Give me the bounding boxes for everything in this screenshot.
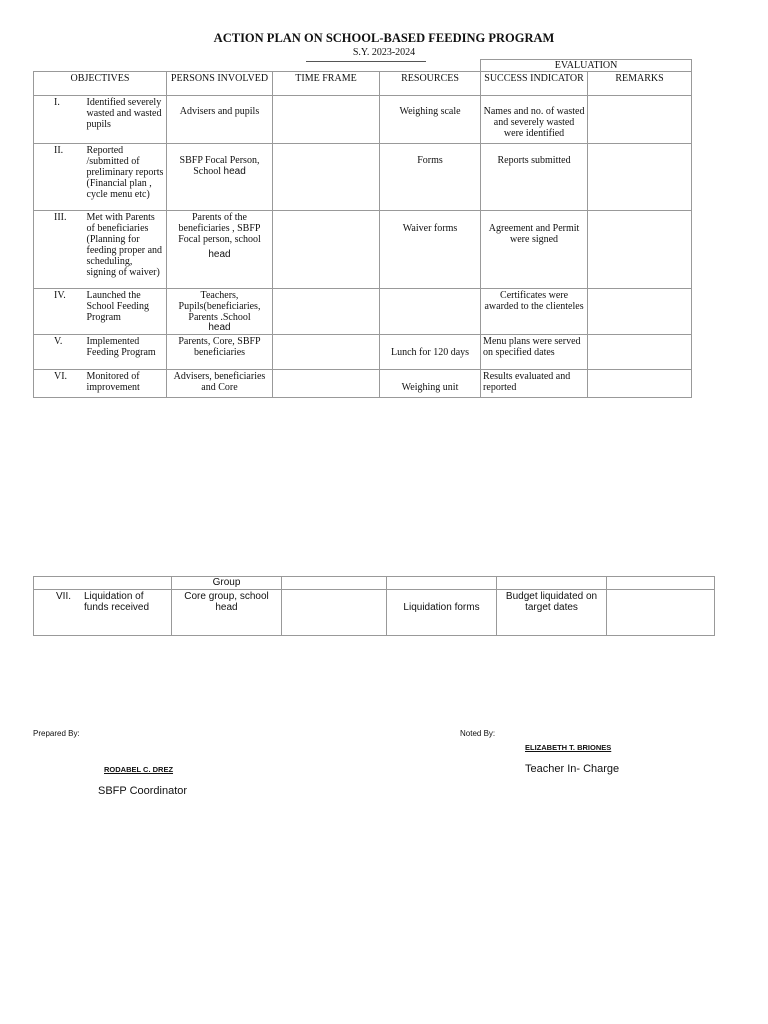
table-row — [34, 211, 692, 289]
action-plan-table — [33, 59, 692, 398]
row-resources: Waiver forms — [380, 211, 481, 289]
row-persons: Core group, school head — [172, 590, 282, 636]
row-time-frame — [273, 289, 380, 335]
row-success: Names and no. of wasted and severely wasted were identified — [481, 96, 588, 144]
table-row — [34, 335, 692, 370]
row-persons: Advisers and pupils — [167, 96, 273, 144]
row-resources — [380, 289, 481, 335]
school-year-text: S.Y. 2023-2024 — [352, 47, 416, 58]
evaluation-header: EVALUATION — [481, 60, 692, 72]
row-resources: Forms — [380, 144, 481, 211]
noted-by-role: Teacher In- Charge — [525, 763, 620, 775]
row-remarks — [588, 211, 692, 289]
group-spacer-1 — [34, 577, 172, 590]
row-remarks — [607, 590, 715, 636]
row-resources: Lunch for 120 days — [380, 335, 481, 370]
header-remarks: REMARKS — [588, 72, 692, 96]
row-number: VI. — [34, 370, 83, 398]
row-persons: Advisers, beneficiaries and Core — [167, 370, 273, 398]
row-success: Menu plans were served on specified dates — [481, 335, 588, 370]
row-persons — [167, 211, 273, 289]
row-remarks — [588, 96, 692, 144]
table-row — [34, 289, 692, 335]
header-success-indicator: SUCCESS INDICATOR — [481, 72, 588, 96]
row-persons — [167, 144, 273, 211]
row-time-frame — [273, 370, 380, 398]
row-number: I. — [34, 96, 83, 144]
row-number: II. — [34, 144, 83, 211]
row-time-frame — [282, 590, 387, 636]
table-row — [34, 590, 715, 636]
row-persons-text: Teachers, Pupils(beneficiaries, Parents .School — [178, 290, 261, 323]
row-success: Budget liquidated on target dates — [497, 590, 607, 636]
row-objective: Monitored of improvement — [83, 370, 167, 398]
school-year — [0, 47, 768, 58]
liquidation-table — [33, 576, 715, 636]
row-number: VII. — [56, 591, 72, 602]
row-success: Results evaluated and reported — [481, 370, 588, 398]
row-remarks — [588, 370, 692, 398]
row-objective: Launched the School Feeding Program — [83, 289, 167, 335]
row-persons-text: Parents of the beneficiaries , SBFP Focal person, school — [178, 212, 261, 245]
group-spacer-2 — [282, 577, 387, 590]
group-spacer-4 — [497, 577, 607, 590]
group-header: Group — [172, 577, 282, 590]
row-persons-extra: head — [208, 249, 231, 260]
header-persons-involved: PERSONS INVOLVED — [167, 72, 273, 96]
row-persons-extra: head — [208, 322, 231, 333]
table-row — [34, 96, 692, 144]
table-row — [34, 370, 692, 398]
row-resources: Liquidation forms — [387, 590, 497, 636]
prepared-by-role: SBFP Coordinator — [98, 785, 188, 797]
prepared-by-label: Prepared By: — [33, 729, 80, 738]
row-objective: Identified severely wasted and wasted pupils — [83, 96, 167, 144]
row-objective: Reported /submitted of preliminary reports (Financial plan , cycle menu etc) — [83, 144, 167, 211]
row-number: IV. — [34, 289, 83, 335]
row-remarks — [588, 289, 692, 335]
document-title: ACTION PLAN ON SCHOOL-BASED FEEDING PROGRAM — [213, 31, 555, 45]
row-objective: Implemented Feeding Program — [83, 335, 167, 370]
row-remarks — [588, 335, 692, 370]
row-time-frame — [273, 144, 380, 211]
noted-by-name: ELIZABETH T. BRIONES — [525, 743, 612, 752]
header-time-frame: TIME FRAME — [273, 72, 380, 96]
group-spacer-5 — [607, 577, 715, 590]
header-resources: RESOURCES — [380, 72, 481, 96]
row-resources: Weighing scale — [380, 96, 481, 144]
row-number: III. — [34, 211, 83, 289]
row-time-frame — [273, 211, 380, 289]
row-number: V. — [34, 335, 83, 370]
row-objective-cell — [34, 590, 172, 636]
row-objective: Met with Parents of beneficiaries (Planning for feeding proper and scheduling, signing of waiver) — [83, 211, 167, 289]
row-persons-extra: head — [223, 166, 246, 177]
table-row — [34, 144, 692, 211]
group-spacer-3 — [387, 577, 497, 590]
row-persons-text: SBFP Focal Person, School — [179, 155, 260, 177]
row-time-frame — [273, 96, 380, 144]
row-time-frame — [273, 335, 380, 370]
row-success: Certificates were awarded to the clienteles — [481, 289, 588, 335]
row-persons: Parents, Core, SBFP beneficiaries — [167, 335, 273, 370]
noted-by-label: Noted By: — [460, 729, 496, 738]
header-objectives: OBJECTIVES — [34, 72, 167, 96]
prepared-by-name: RODABEL C. DREZ — [104, 765, 174, 774]
row-remarks — [588, 144, 692, 211]
row-success: Reports submitted — [481, 144, 588, 211]
row-objective: Liquidation of funds received — [84, 591, 150, 613]
row-resources: Weighing unit — [380, 370, 481, 398]
evaluation-spacer — [34, 60, 481, 72]
row-success: Agreement and Permit were signed — [481, 211, 588, 289]
row-persons — [167, 289, 273, 335]
